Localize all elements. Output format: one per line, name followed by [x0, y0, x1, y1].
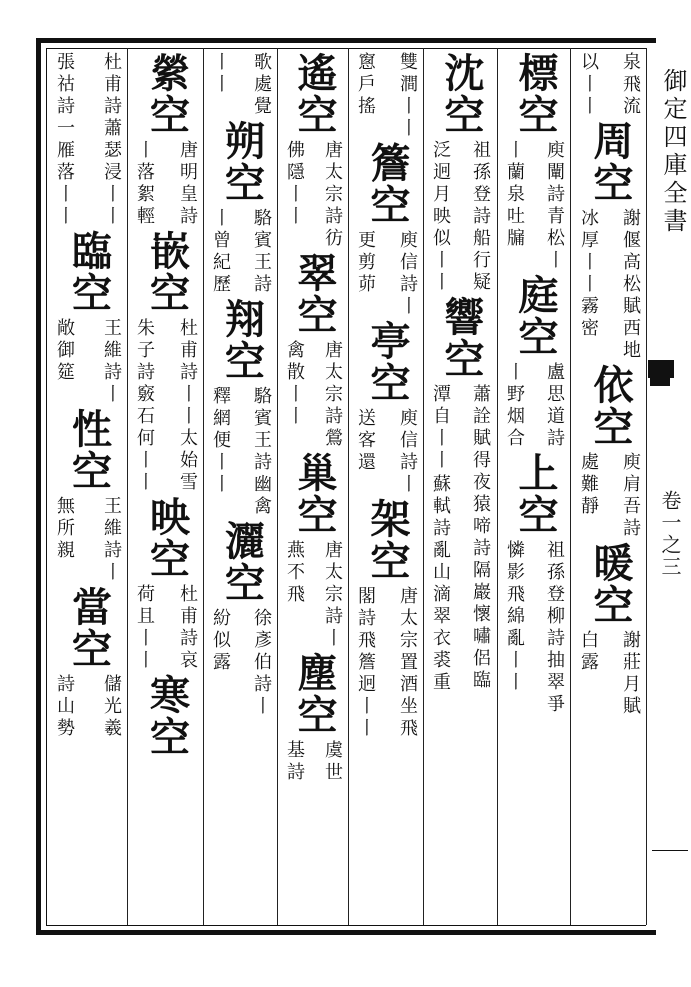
annotation-text: 駱賓王詩幽禽: [251, 386, 272, 518]
headword: 灑空: [218, 520, 266, 604]
headword: 依空: [587, 364, 634, 448]
annotation-text: 杜甫詩哀: [177, 584, 198, 672]
annotation-text: 徐彥伯詩丨: [251, 608, 272, 718]
annotation-text: 唐太宗詩鶯: [322, 340, 343, 450]
annotation-text: 佛隱丨丨: [284, 140, 305, 228]
annotation-text: 張祜詩一雁落丨丨: [54, 52, 75, 228]
headword: 亭空: [364, 320, 411, 404]
annotation-text: 憐影飛綿亂丨丨: [504, 540, 525, 694]
column-rule: [277, 48, 278, 925]
annotation-text: 更剪茆: [355, 230, 376, 296]
annotation-text: 謝莊月賦: [620, 630, 641, 718]
annotation-text: 祖孫登詩船行疑: [470, 140, 491, 294]
annotation-text: 丨丨: [210, 52, 231, 96]
book-title: 御定四庫全書: [659, 68, 687, 236]
frame-bottom-rule: [36, 930, 656, 935]
text-column-7: [130, 52, 203, 922]
annotation-text: 庾肩吾詩: [620, 452, 641, 540]
fish-tail-mark: [648, 360, 674, 378]
column-rule: [497, 48, 498, 925]
headword: 臨空: [65, 230, 113, 314]
headword: 塵空: [291, 652, 338, 736]
annotation-text: 窻戶搖: [355, 52, 376, 118]
text-column-3: [426, 52, 496, 922]
margin-rule: [652, 850, 688, 851]
annotation-text: 盧思道詩: [544, 362, 565, 450]
annotation-text: 泛迥月映似丨丨: [430, 140, 451, 294]
annotation-text: 無所親: [54, 496, 75, 562]
text-column-2: [500, 52, 570, 922]
annotation-text: 雙澗丨丨: [397, 52, 418, 140]
annotation-text: 基詩: [284, 740, 305, 784]
headword: 巢空: [291, 452, 338, 536]
annotation-text: 送客還: [355, 408, 376, 474]
headword: 標空: [512, 52, 559, 136]
annotation-text: 庾信詩丨: [397, 230, 418, 318]
headword: 上空: [512, 452, 559, 536]
headword: 周空: [587, 120, 634, 204]
frame-inner-left-rule: [46, 48, 47, 926]
annotation-text: 庾闡詩青松丨: [544, 140, 565, 272]
annotation-text: 紛似露: [210, 608, 231, 674]
annotation-text: 謝偃高松賦西地: [620, 208, 641, 362]
headword: 暖空: [587, 542, 634, 626]
headword: 映空: [143, 496, 191, 580]
text-column-1: [574, 52, 646, 922]
annotation-text: 唐太宗置酒坐飛: [397, 586, 418, 740]
annotation-text: 蕭詮賦得夜猿啼詩隔巖懷嘯侶臨: [470, 384, 491, 692]
annotation-text: 丨蘭泉吐牖: [504, 140, 525, 250]
fish-tail-bar: [650, 378, 670, 386]
frame-left-rule: [36, 38, 41, 935]
page-margin-strip: [650, 60, 690, 920]
text-column-8: [50, 52, 127, 922]
headword: 翠空: [291, 252, 338, 336]
annotation-text: 歌處覺: [251, 52, 272, 118]
annotation-text: 敞御筵: [54, 318, 75, 384]
annotation-text: 閣詩飛簷迥丨丨: [355, 586, 376, 740]
annotation-text: 丨落絮輕: [134, 140, 155, 228]
headword: 嵌空: [143, 230, 191, 314]
column-rule: [203, 48, 204, 925]
annotation-text: 唐太宗詩丨: [322, 540, 343, 650]
headword: 朔空: [218, 120, 266, 204]
column-rule: [423, 48, 424, 925]
headword: 性空: [65, 408, 113, 492]
column-rule: [646, 48, 647, 925]
annotation-text: 丨曾紀歷: [210, 208, 231, 296]
headword: 縈空: [143, 52, 191, 136]
annotation-text: 釋網便丨丨: [210, 386, 231, 496]
headword: 翔空: [218, 298, 266, 382]
frame-inner-bottom-rule: [46, 925, 646, 926]
headword: 沈空: [438, 52, 485, 136]
annotation-text: 王維詩丨: [101, 496, 122, 584]
headword: 當空: [65, 586, 113, 670]
headword: 響空: [438, 296, 485, 380]
annotation-text: 祖孫登柳詩抽翠爭: [544, 540, 565, 716]
headword: 簷空: [364, 142, 411, 226]
column-rule: [127, 48, 128, 925]
column-rule: [570, 48, 571, 925]
text-column-4: [351, 52, 423, 922]
annotation-text: 禽散丨丨: [284, 340, 305, 428]
annotation-text: 朱子詩竅石何丨丨: [134, 318, 155, 494]
annotation-text: 冰厚丨丨霧密: [578, 208, 599, 340]
headword: 遙空: [291, 52, 338, 136]
juan-label: 卷一之三: [658, 490, 682, 578]
text-column-5: [280, 52, 348, 922]
annotation-text: 虞世: [322, 740, 343, 784]
annotation-text: 儲光羲: [101, 674, 122, 740]
column-rule: [348, 48, 349, 925]
annotation-text: 丨野烟合: [504, 362, 525, 450]
headword: 架空: [364, 498, 411, 582]
annotation-text: 荷且丨丨: [134, 584, 155, 672]
text-column-6: [206, 52, 277, 922]
annotation-text: 燕不飛: [284, 540, 305, 606]
annotation-text: 唐明皇詩: [177, 140, 198, 228]
annotation-text: 以丨丨: [578, 52, 599, 118]
annotation-text: 庾信詩丨: [397, 408, 418, 496]
headword: 寒空: [143, 674, 191, 758]
annotation-text: 杜甫詩丨丨太始雪: [177, 318, 198, 494]
annotation-text: 處難靜: [578, 452, 599, 518]
frame-inner-top-rule: [46, 48, 646, 49]
annotation-text: 泉飛流: [620, 52, 641, 118]
annotation-text: 駱賓王詩: [251, 208, 272, 296]
annotation-text: 唐太宗詩彷: [322, 140, 343, 250]
annotation-text: 潭自丨丨: [430, 384, 451, 472]
annotation-text: 白露: [578, 630, 599, 674]
annotation-text: 王維詩丨: [101, 318, 122, 406]
headword: 庭空: [512, 274, 559, 358]
annotation-text: 杜甫詩蕭瑟浸丨丨: [101, 52, 122, 228]
frame-top-rule: [36, 38, 656, 43]
annotation-text: 蘇軾詩亂山滴翠衣裘重: [430, 474, 451, 694]
annotation-text: 詩山勢: [54, 674, 75, 740]
